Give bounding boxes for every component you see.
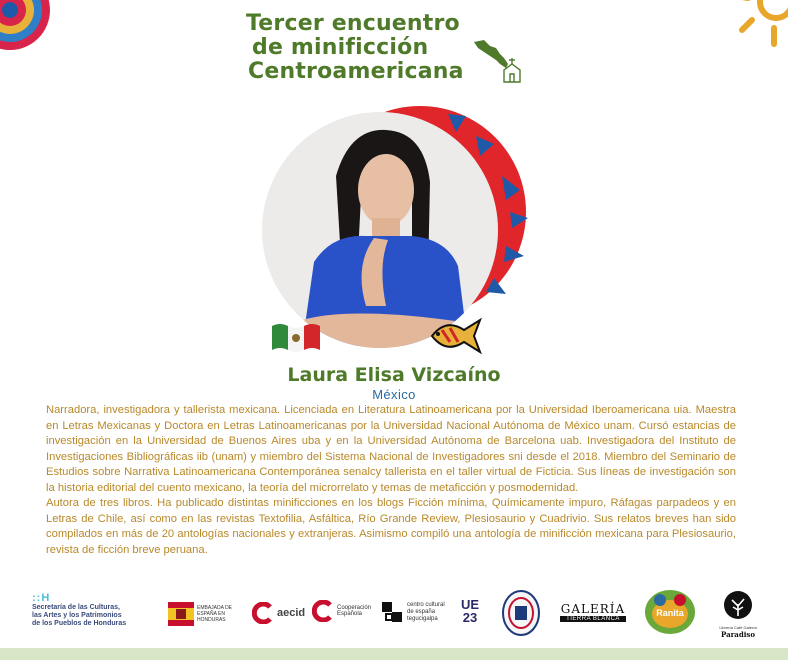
author-country: México bbox=[372, 387, 416, 402]
cooperacion-c-icon bbox=[312, 600, 334, 622]
cooperacion-line-1: Cooperación bbox=[337, 605, 372, 611]
ue23-logo bbox=[458, 598, 482, 624]
ccet-line-2: de españa bbox=[407, 608, 436, 615]
author-portrait bbox=[262, 106, 538, 356]
author-biography bbox=[46, 403, 736, 558]
galeria-tierra-blanca-logo bbox=[560, 602, 626, 622]
ue-line-1: UE bbox=[460, 597, 480, 612]
spain-coat-of-arms-icon bbox=[168, 602, 194, 626]
secretaria-line-3: de los Pueblos de Honduras bbox=[32, 620, 127, 627]
bio-paragraph-2: Autora de tres libros. Ha publicado distintas minificciones en los blogs Ficción mínima, Químicamente impuro, Ráfagas parpadeos y en Letras de Chile, así como en las revistas Textofilia, Asfáltica, Río Grande Review, Plesiosaurio y Cuadrivio. Sus relatos breves han sido compilados en más de 20 antologías nacionales y extranjeras. Asimismo compiló una antología de minificción mexicana para Plesiosaurio, revista de ficción breve peruana. bbox=[46, 497, 736, 556]
galeria-line-1: GALERÍA bbox=[560, 602, 626, 616]
event-title bbox=[246, 12, 486, 84]
cooperacion-line-2: Española bbox=[337, 611, 363, 617]
galeria-line-2: TIERRA BLANCA bbox=[560, 616, 626, 622]
ccet-logo bbox=[380, 600, 445, 624]
university-seal-icon bbox=[502, 590, 540, 636]
aecid-text: aecid bbox=[277, 607, 306, 619]
ranita-text: Ranita bbox=[656, 608, 684, 618]
title-line-3: Centroamericana bbox=[248, 59, 464, 84]
paradiso-tree-icon bbox=[723, 590, 753, 620]
paradiso-logo bbox=[714, 590, 762, 639]
paradiso-text: Paradiso bbox=[721, 630, 755, 639]
ccet-mark-icon bbox=[380, 600, 404, 624]
author-name: Laura Elisa Vizcaíno bbox=[287, 364, 501, 386]
mexico-flag-icon bbox=[270, 320, 322, 354]
embajada-text: EMBAJADA DE ESPAÑA EN HONDURAS bbox=[197, 605, 233, 623]
decorative-rosette-icon bbox=[0, 0, 50, 50]
title-line-1: Tercer encuentro bbox=[246, 11, 460, 36]
paradiso-small-text: Librería Café Galería bbox=[719, 625, 757, 630]
fish-illustration-icon bbox=[428, 316, 484, 356]
ranita-logo bbox=[644, 588, 696, 636]
title-line-2: de minificción bbox=[252, 35, 429, 60]
bottom-bar bbox=[0, 648, 788, 660]
aecid-c-icon bbox=[252, 602, 274, 624]
secretaria-culturas-logo bbox=[32, 592, 152, 628]
ue-line-2: 23 bbox=[462, 610, 478, 625]
secretaria-mark: ::H bbox=[32, 592, 51, 604]
ccet-line-1: centro cultural bbox=[407, 601, 445, 608]
cooperacion-espanola-logo bbox=[312, 600, 371, 622]
sponsor-logos bbox=[0, 588, 788, 640]
central-america-map-icon bbox=[470, 36, 526, 84]
secretaria-line-1: Secretaría de las Culturas, bbox=[32, 604, 120, 611]
ccet-line-3: tegucigalpa bbox=[407, 615, 438, 622]
sun-icon bbox=[718, 0, 788, 60]
aecid-logo bbox=[252, 602, 305, 624]
secretaria-line-2: las Artes y los Patrimonios bbox=[32, 612, 122, 619]
bio-paragraph-1: Narradora, investigadora y tallerista mexicana. Licenciada en Literatura Latinoamericana por la Universidad Iberoamericana uia. Maestra en Letras Mexicanas y Doctora en Letras Latinoamericanas por la Universidad Nacional Autónoma de México unam. Cursó estancias de investigación en la Universidad de Buenos Aires uba y en la Universidad Autónoma de Barcelona uab. Investigadora del Instituto de Investigaciones Bibliográficas iib (unam) y miembro del Sistema Nacional de Investigadores sni desde el 2018. Miembro del Seminario de Estudios sobre Narrativa Latinoamericana Contemporánea senalcy tallerista en el taller virtual de Ficticia. Sus líneas de investigación son la historia editorial del cuento mexicano, la teoría del microrrelato y temas de metaficción y posmodernidad. bbox=[46, 404, 736, 494]
embajada-espana-logo bbox=[168, 600, 244, 628]
